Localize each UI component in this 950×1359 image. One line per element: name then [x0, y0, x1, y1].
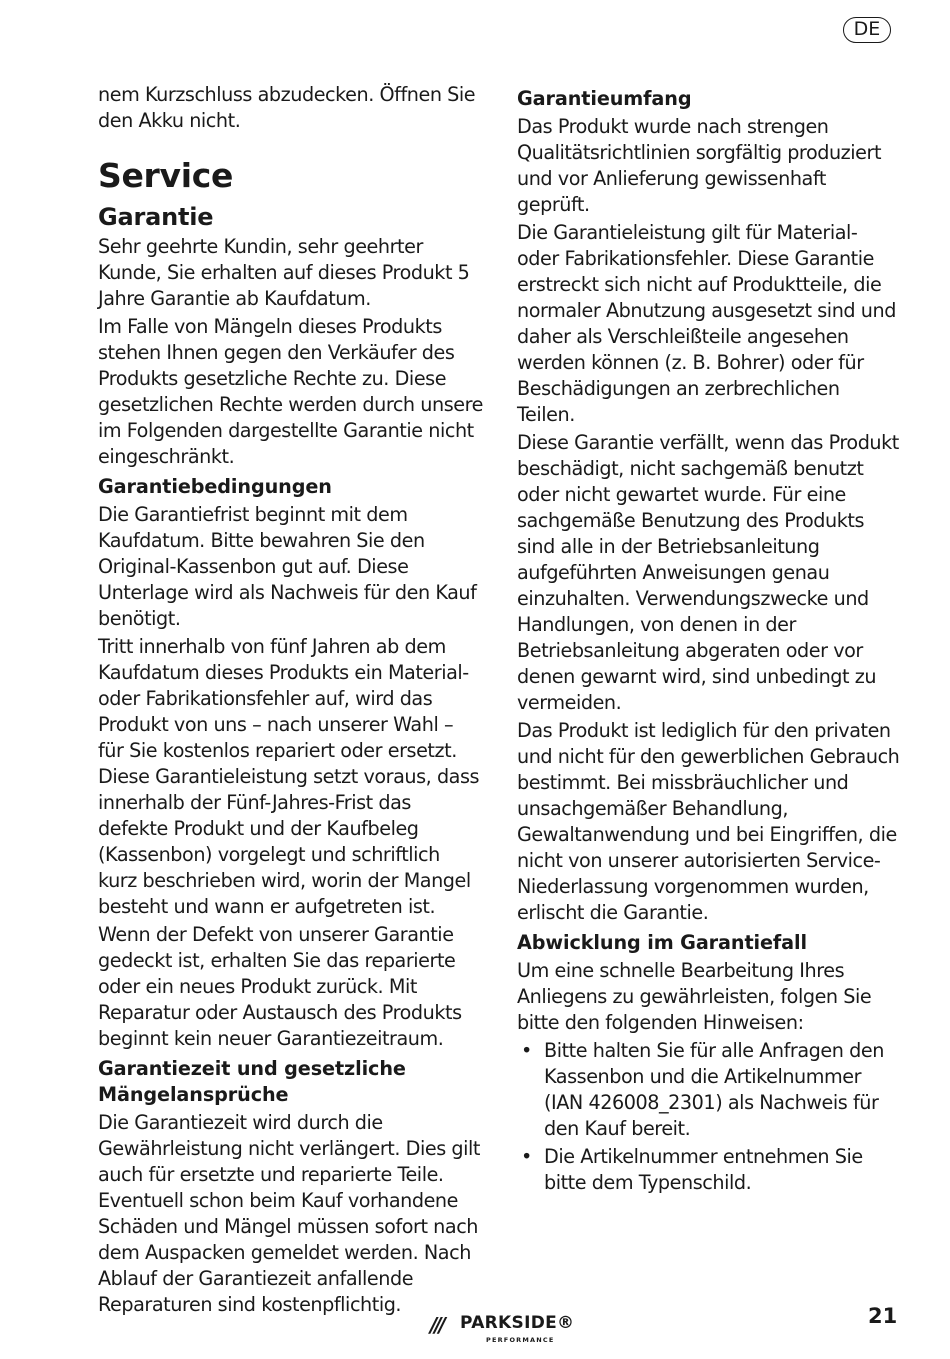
- left-column: [98, 82, 483, 1320]
- umfang-paragraph-4: Das Produkt ist lediglich für den privaten und nicht für den gewerblichen Gebrauch bestimmt. Bei missbräuchlicher und unsachgemäßer Behandlung, Gewaltanwendung und bei Eingriffen, die nicht von unserer autorisierten Service-Niederlassung vorgenommen wurden, erlischt die Garantie.: [517, 719, 900, 924]
- umfang-heading: Garantieumfang: [517, 87, 692, 110]
- umfang-paragraph-3: Diese Garantie verfällt, wenn das Produkt beschädigt, nicht sachgemäß benutzt oder nicht gewartet wurde. Für eine sachgemäße Benutzung des Produkts sind alle in der Betriebsanleitung aufgeführten Anweisungen genau einzuhalten. Verwendungszwecke und Handlungen, von denen in der Betriebsanleitung abgeraten oder vor denen gewarnt wird, sind unbedingt zu vermeiden.: [517, 431, 899, 714]
- garantiezeit-heading: Garantiezeit und gesetzliche Mängelansprüche: [98, 1057, 406, 1106]
- hinweise-list: [517, 1038, 902, 1196]
- list-item: [517, 1144, 902, 1196]
- bedingungen-paragraph-2: Tritt innerhalb von fünf Jahren ab dem Kaufdatum dieses Produkts ein Material- oder Fabrikationsfehler auf, wird das Produkt von uns – nach unserer Wahl – für Sie kostenlos repariert oder ersetzt. Diese Garantieleistung setzt voraus, dass innerhalb der Fünf-Jahres-Frist das defekte Produkt und der Kaufbeleg (Kassenbon) vorgelegt und schriftlich kurz beschrieben wird, worin der Mangel besteht und wann er aufgetreten ist.: [98, 635, 480, 918]
- abwicklung-heading: Abwicklung im Garantiefall: [517, 931, 807, 954]
- list-item-text: Bitte halten Sie für alle Anfragen den Kassenbon und die Artikelnummer (IAN 426008_2301) als Nachweis für den Kauf bereit.: [544, 1039, 884, 1140]
- intro-text: nem Kurzschluss abzudecken. Öffnen Sie den Akku nicht.: [98, 83, 476, 132]
- logo-text: PARKSIDE®: [460, 1313, 575, 1333]
- logo-subtext: PERFORMANCE: [486, 1336, 555, 1344]
- umfang-paragraph-2: Die Garantieleistung gilt für Material- oder Fabrikationsfehler. Diese Garantie erstreckt sich nicht auf Produktteile, die normaler Abnutzung ausgesetzt sind und daher als Verschleißteile angesehen werden können (z. B. Bohrer) oder für Beschädigungen an zerbrechlichen Teilen.: [517, 221, 896, 426]
- abwicklung-paragraph-1: Um eine schnelle Bearbeitung Ihres Anliegens zu gewährleisten, folgen Sie bitte den folgenden Hinweisen:: [517, 959, 872, 1034]
- bedingungen-heading: Garantiebedingungen: [98, 475, 332, 498]
- list-item-text: Die Artikelnummer entnehmen Sie bitte dem Typenschild.: [544, 1145, 863, 1194]
- umfang-paragraph-1: Das Produkt wurde nach strengen Qualitätsrichtlinien sorgfältig produziert und vor Anlieferung gewissenhaft geprüft.: [517, 115, 882, 216]
- logo-slashes-icon: ///: [430, 1313, 443, 1337]
- page-number: 21: [868, 1304, 898, 1328]
- section-title: Service: [98, 156, 234, 195]
- bullet-icon: •: [521, 1039, 532, 1062]
- language-badge: DE: [843, 17, 891, 43]
- parkside-logo: [430, 1313, 590, 1347]
- bullet-icon: •: [521, 1145, 532, 1168]
- garantiezeit-paragraph-1: Die Garantiezeit wird durch die Gewährleistung nicht verlängert. Dies gilt auch für ersetzte und reparierte Teile. Eventuell schon beim Kauf vorhandene Schäden und Mängel müssen sofort nach dem Auspacken gemeldet werden. Nach Ablauf der Garantiezeit anfallende Reparaturen sind kostenpflichtig.: [98, 1111, 480, 1316]
- garantie-paragraph-1: Sehr geehrte Kundin, sehr geehrter Kunde, Sie erhalten auf dieses Produkt 5 Jahre Garantie ab Kaufdatum.: [98, 235, 470, 310]
- subsection-title: Garantie: [98, 203, 214, 231]
- right-column: [517, 82, 902, 1198]
- garantie-paragraph-2: Im Falle von Mängeln dieses Produkts stehen Ihnen gegen den Verkäufer des Produkts gesetzliche Rechte zu. Diese gesetzlichen Rechte werden durch unsere im Folgenden dargestellte Garantie nicht eingeschränkt.: [98, 315, 483, 468]
- bedingungen-paragraph-3: Wenn der Defekt von unserer Garantie gedeckt ist, erhalten Sie das reparierte oder ein neues Produkt zurück. Mit Reparatur oder Austausch des Produkts beginnt kein neuer Garantiezeitraum.: [98, 923, 462, 1050]
- bedingungen-paragraph-1: Die Garantiefrist beginnt mit dem Kaufdatum. Bitte bewahren Sie den Original-Kassenbon gut auf. Diese Unterlage wird als Nachweis für den Kauf benötigt.: [98, 503, 477, 630]
- list-item: [517, 1038, 902, 1142]
